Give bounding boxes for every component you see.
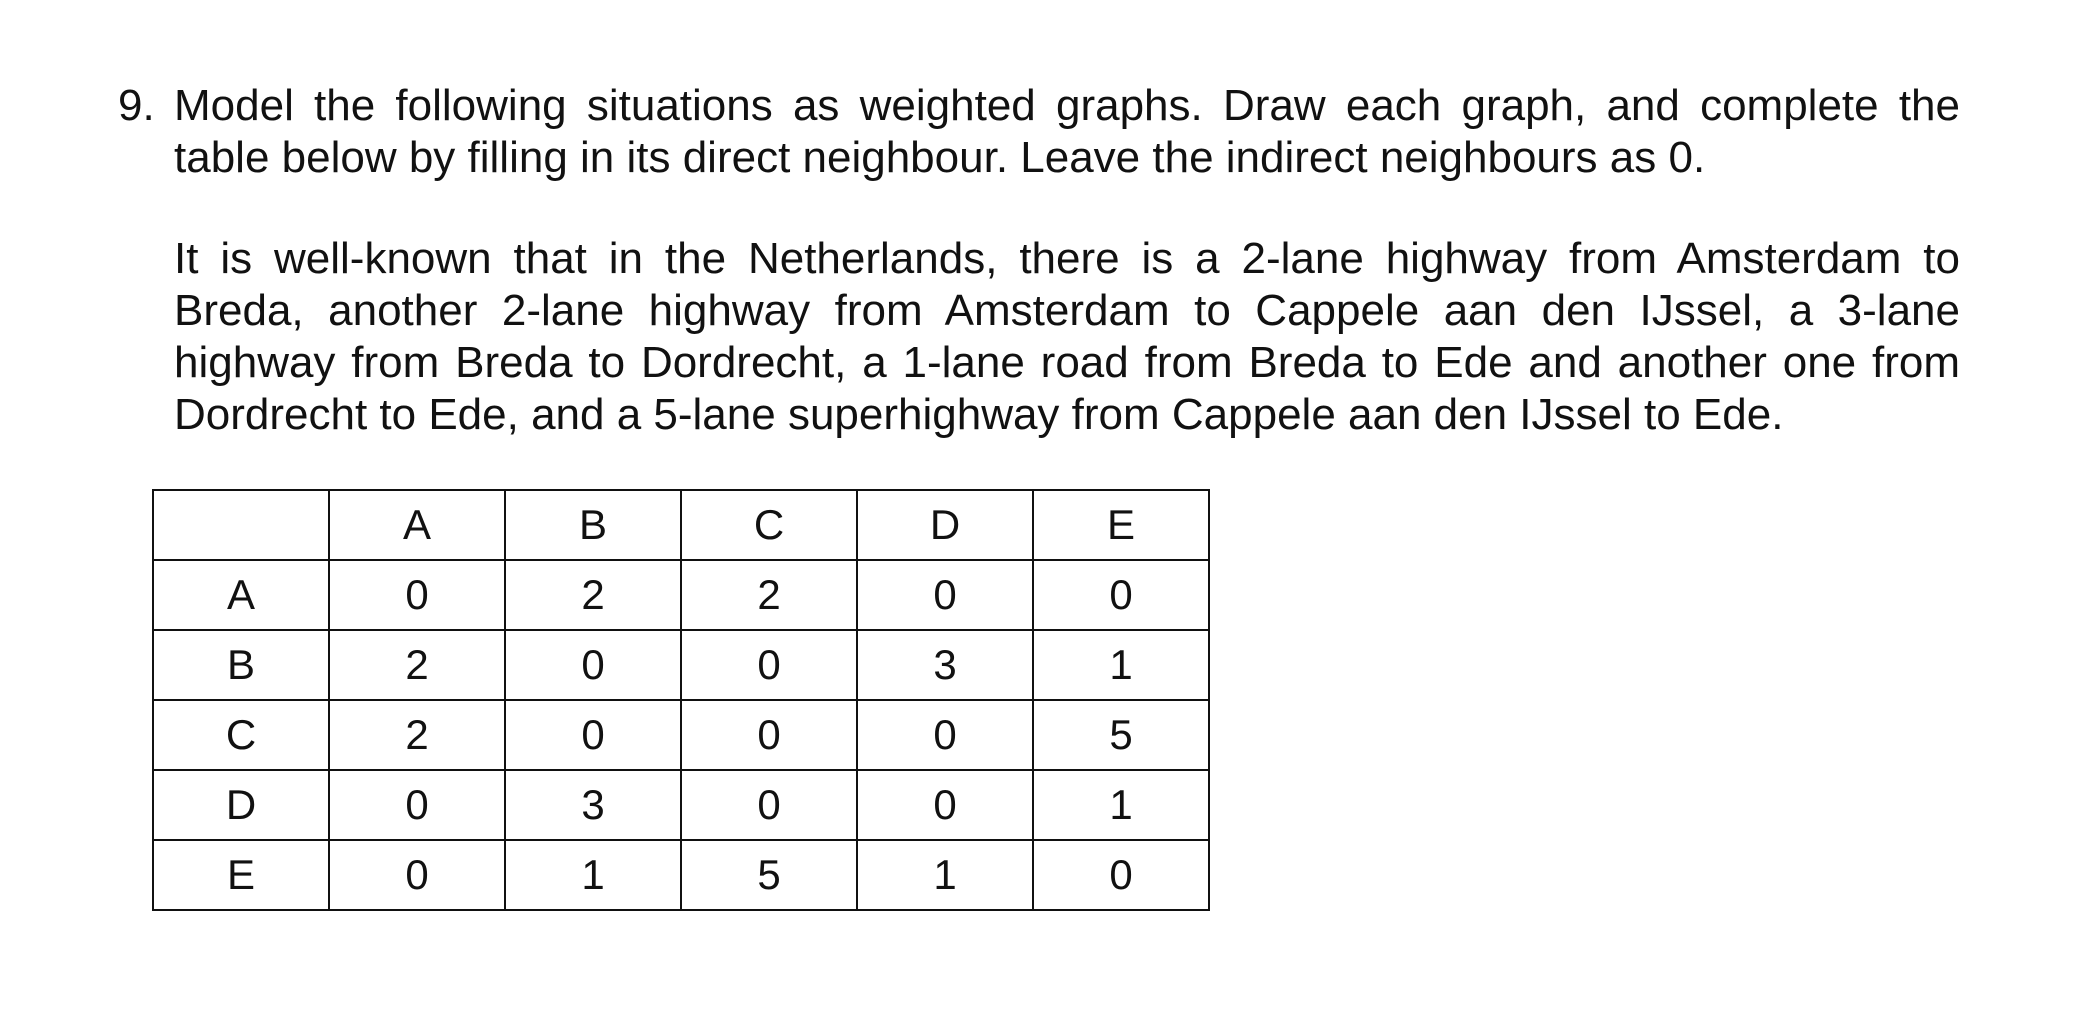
table-cell: 0 bbox=[1033, 840, 1209, 910]
row-header: A bbox=[153, 560, 329, 630]
table-cell: 5 bbox=[1033, 700, 1209, 770]
row-header: E bbox=[153, 840, 329, 910]
column-header: B bbox=[505, 490, 681, 560]
table-row bbox=[153, 770, 1209, 840]
table-cell: 3 bbox=[857, 630, 1033, 700]
row-header: D bbox=[153, 770, 329, 840]
table-cell: 2 bbox=[505, 560, 681, 630]
question-instruction-row bbox=[118, 80, 1960, 184]
column-header: D bbox=[857, 490, 1033, 560]
table-cell: 0 bbox=[681, 700, 857, 770]
table-cell: 0 bbox=[1033, 560, 1209, 630]
question-block bbox=[118, 80, 1960, 441]
table-header-row bbox=[153, 490, 1209, 560]
table-cell: 2 bbox=[329, 700, 505, 770]
table-row bbox=[153, 560, 1209, 630]
table-cell: 1 bbox=[1033, 770, 1209, 840]
column-header: C bbox=[681, 490, 857, 560]
question-number: 9. bbox=[118, 81, 155, 130]
table-row bbox=[153, 840, 1209, 910]
table-cell: 0 bbox=[681, 630, 857, 700]
row-header: C bbox=[153, 700, 329, 770]
column-header: A bbox=[329, 490, 505, 560]
table-cell: 0 bbox=[329, 840, 505, 910]
table-cell: 3 bbox=[505, 770, 681, 840]
table-cell: 0 bbox=[505, 630, 681, 700]
adjacency-table bbox=[152, 489, 1210, 911]
column-header: E bbox=[1033, 490, 1209, 560]
table-cell: 0 bbox=[681, 770, 857, 840]
table-cell: 1 bbox=[1033, 630, 1209, 700]
table-row bbox=[153, 700, 1209, 770]
table-cell: 0 bbox=[857, 560, 1033, 630]
table-cell: 0 bbox=[329, 560, 505, 630]
table-cell: 0 bbox=[505, 700, 681, 770]
table-cell: 0 bbox=[857, 700, 1033, 770]
table-cell: 0 bbox=[329, 770, 505, 840]
row-header: B bbox=[153, 630, 329, 700]
table-cell: 1 bbox=[505, 840, 681, 910]
table-cell: 5 bbox=[681, 840, 857, 910]
table-corner-cell bbox=[153, 490, 329, 560]
question-instruction: Model the following situations as weighted graphs. Draw each graph, and complete the table below by filling in its direct neighbour. Leave the indirect neighbours as 0. bbox=[174, 81, 1960, 182]
question-context: It is well-known that in the Netherlands, there is a 2-lane highway from Amsterdam to Breda, another 2-lane highway from Amsterdam to Cappele aan den IJssel, a 3-lane highway from Breda to Dordrecht, a 1-lane road from Breda to Ede and another one from Dordrecht to Ede, and a 5-lane superhighway from Cappele aan den IJssel to Ede. bbox=[174, 234, 1960, 439]
table-cell: 2 bbox=[329, 630, 505, 700]
table-cell: 2 bbox=[681, 560, 857, 630]
table-cell: 1 bbox=[857, 840, 1033, 910]
table-row bbox=[153, 630, 1209, 700]
table-cell: 0 bbox=[857, 770, 1033, 840]
